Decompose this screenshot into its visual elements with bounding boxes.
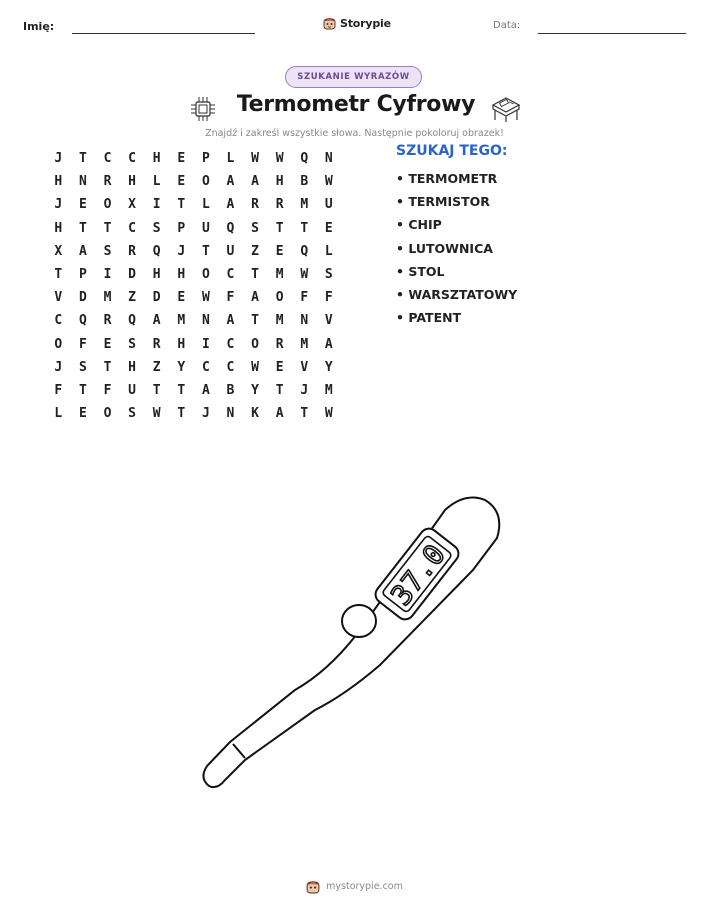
grid-cell: C [128,151,136,167]
grid-cell: N [300,313,309,329]
grid-cell: M [275,267,284,283]
grid-cell: T [103,220,112,236]
grid-cell: N [78,174,87,190]
word-list-item: • WARSZTATOWY [396,286,518,302]
grid-cell: T [54,267,63,283]
grid-row [46,402,341,425]
grid-cell: J [54,151,63,167]
grid-cell: O [251,336,259,352]
grid-cell: W [275,151,284,167]
grid-cell: T [251,267,259,283]
grid-cell: P [201,151,210,167]
grid-cell: J [201,406,210,422]
grid-cell: K [251,406,259,422]
grid-cell: N [324,151,333,167]
grid-cell: T [177,406,186,422]
grid-cell: R [103,174,112,190]
word-list-item: • LUTOWNICA [396,240,493,256]
grid-cell: R [275,197,284,213]
grid-cell: E [78,197,87,213]
grid-cell: O [103,406,112,422]
grid-cell: S [128,406,136,422]
grid-cell: U [201,220,210,236]
grid-cell: A [275,406,284,422]
grid-cell: V [300,359,309,375]
word-list-item: • PATENT [396,310,462,326]
grid-cell: W [324,174,333,190]
grid-cell: Z [128,290,136,306]
storypie-logo-icon [306,879,320,894]
grid-cell: P [78,267,87,283]
grid-cell: C [54,313,63,329]
grid-cell: L [226,151,235,167]
header [0,16,709,40]
name-line [72,33,255,34]
grid-cell: N [201,313,210,329]
grid-cell: O [54,336,63,352]
grid-cell: A [152,313,161,329]
grid-cell: J [177,243,186,259]
grid-cell: L [54,406,63,422]
title-row [0,92,709,124]
grid-row [46,333,341,356]
grid-cell: M [275,313,284,329]
grid-cell: J [54,359,63,375]
grid-cell: H [54,174,63,190]
grid-row [46,193,341,216]
grid-cell: L [152,174,161,190]
grid-cell: D [128,267,136,283]
grid-cell: T [300,406,309,422]
instructions: Znajdź i zakreśl wszystkie słowa. Następnie pokoloruj obrazek! [205,128,504,139]
grid-cell: U [128,382,136,398]
grid-cell: Q [152,243,161,259]
grid-cell: R [275,336,284,352]
grid-row [46,217,341,240]
grid-cell: B [226,382,235,398]
grid-cell: D [152,290,161,306]
grid-cell: W [251,359,259,375]
storypie-logo-icon [323,16,336,30]
grid-cell: E [177,174,186,190]
grid-cell: C [128,220,136,236]
grid-cell: T [177,197,186,213]
grid-cell: S [324,267,333,283]
grid-cell: V [54,290,63,306]
grid-cell: S [128,336,136,352]
grid-cell: E [177,290,186,306]
grid-cell: E [275,243,284,259]
grid-cell: W [152,406,161,422]
grid-cell: R [251,197,259,213]
word-list [396,143,517,329]
grid-cell: O [103,197,112,213]
grid-cell: H [275,174,284,190]
grid-cell: F [54,382,63,398]
grid-cell: A [226,197,235,213]
grid-cell: E [78,406,87,422]
grid-cell: A [251,290,259,306]
grid-cell: C [226,267,235,283]
grid-cell: F [78,336,87,352]
grid-cell: C [103,151,112,167]
grid-cell: X [54,243,63,259]
grid-row [46,356,341,379]
grid-cell: F [324,290,333,306]
grid-cell: S [103,243,112,259]
grid-cell: Q [226,220,235,236]
grid-cell: H [152,151,161,167]
grid-row [46,240,341,263]
grid-cell: M [103,290,112,306]
grid-cell: U [324,197,333,213]
grid-cell: H [128,359,136,375]
grid-cell: H [152,267,161,283]
grid-row [46,379,341,402]
grid-cell: D [78,290,87,306]
page-title: Termometr Cyfrowy [236,92,476,117]
grid-cell: C [201,359,210,375]
grid-cell: B [300,174,309,190]
grid-cell: E [324,220,333,236]
grid-cell: A [226,313,235,329]
grid-cell: Z [152,359,161,375]
word-list-item: • CHIP [396,217,442,233]
word-list-item: • STOL [396,263,445,279]
grid-cell: W [251,151,259,167]
grid-cell: W [201,290,210,306]
grid-cell: E [275,359,284,375]
grid-row [46,309,341,332]
footer-url: mystorypie.com [326,881,403,892]
grid-cell: H [177,267,186,283]
grid-cell: I [201,336,210,352]
grid-cell: T [275,382,284,398]
brand-name: Storypie [340,16,391,30]
grid-cell: F [300,290,309,306]
word-list-title: SZUKAJ TEGO: [396,143,508,159]
word-list-item: • TERMOMETR [396,171,498,186]
grid-cell: L [201,197,210,213]
grid-cell: R [152,336,161,352]
grid-cell: J [300,382,309,398]
grid-cell: A [201,382,210,398]
grid-row [46,147,341,170]
grid-cell: T [152,382,161,398]
workbench-icon [490,93,522,123]
grid-cell: Q [300,243,309,259]
grid-cell: W [324,406,333,422]
grid-cell: M [300,197,309,213]
activity-badge: SZUKANIE WYRAZÓW [285,66,422,88]
grid-row [46,170,341,193]
grid-cell: A [226,174,235,190]
grid-cell: L [324,243,333,259]
grid-cell: C [226,336,235,352]
grid-cell: H [177,336,186,352]
grid-cell: C [226,359,235,375]
grid-cell: E [177,151,186,167]
grid-cell: Q [78,313,87,329]
grid-cell: J [54,197,63,213]
grid-cell: O [275,290,284,306]
digital-thermometer-illustration [195,490,515,800]
grid-row [46,263,341,286]
word-list-item: • TERMISTOR [396,194,490,210]
grid-cell: U [226,243,235,259]
grid-cell: T [78,382,87,398]
power-button [342,605,376,637]
grid-cell: S [78,359,87,375]
grid-cell: H [128,174,136,190]
name-label: Imię: [23,20,55,33]
grid-cell: H [54,220,63,236]
grid-cell: I [103,267,112,283]
grid-cell: M [300,336,309,352]
grid-cell: F [226,290,235,306]
grid-cell: A [251,174,259,190]
grid-cell: W [300,267,309,283]
grid-cell: Z [251,243,259,259]
grid-cell: T [78,151,87,167]
grid-row [46,286,341,309]
grid-cell: V [324,313,333,329]
grid-cell: O [201,267,210,283]
date-line [538,33,686,34]
grid-cell: T [78,220,87,236]
grid-cell: F [103,382,112,398]
brand [323,16,391,30]
thermometer-body [203,498,499,788]
grid-cell: S [251,220,259,236]
grid-cell: E [103,336,112,352]
letter-grid [46,147,341,425]
grid-cell: X [128,197,136,213]
thermometer-reading: 37.0 [384,538,452,612]
grid-cell: M [177,313,186,329]
grid-cell: Q [128,313,136,329]
grid-cell: Y [324,359,333,375]
grid-cell: T [251,313,259,329]
grid-cell: A [78,243,87,259]
grid-cell: T [300,220,309,236]
footer [0,879,709,894]
grid-cell: N [226,406,235,422]
grid-cell: Y [251,382,259,398]
grid-cell: A [324,336,333,352]
grid-cell: S [152,220,161,236]
grid-cell: R [103,313,112,329]
grid-cell: O [201,174,210,190]
grid-cell: T [201,243,210,259]
date-label: Data: [493,20,521,31]
grid-cell: T [103,359,112,375]
grid-cell: T [177,382,186,398]
grid-cell: R [128,243,136,259]
grid-cell: I [152,197,161,213]
grid-cell: Q [300,151,309,167]
grid-cell: T [275,220,284,236]
grid-cell: M [324,382,333,398]
grid-cell: P [177,220,186,236]
grid-cell: Y [177,359,186,375]
chip-icon [189,95,217,123]
